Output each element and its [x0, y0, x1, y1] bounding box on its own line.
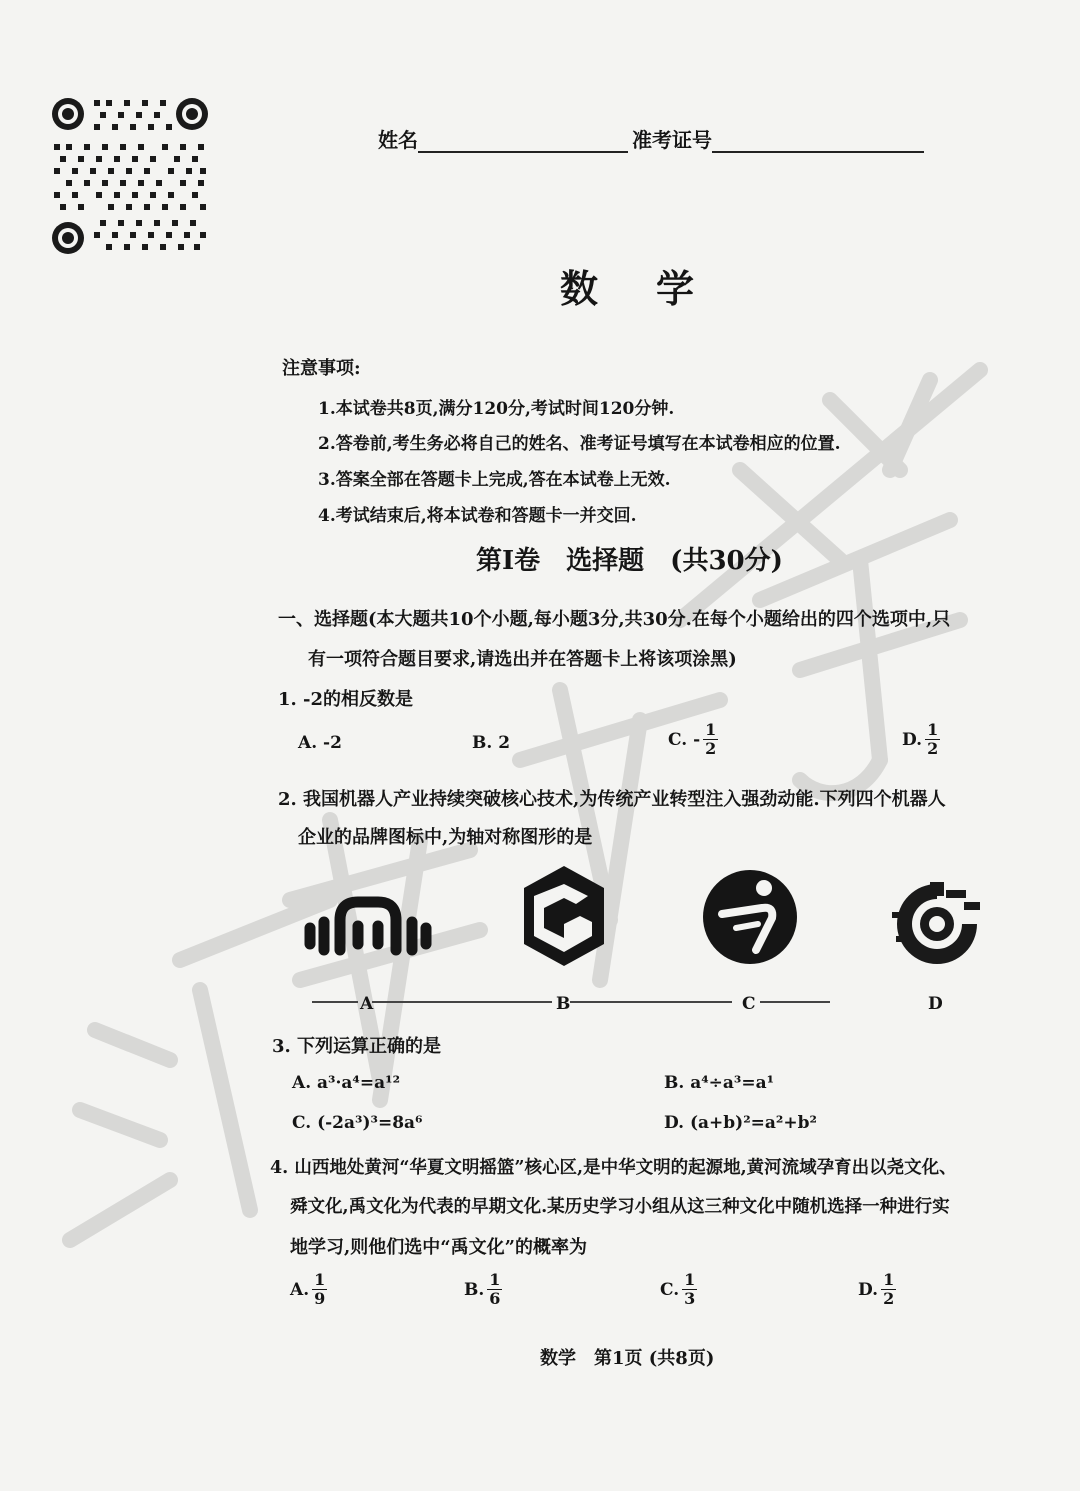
id-field[interactable]	[712, 129, 924, 153]
denominator: 3	[684, 1289, 696, 1308]
q4-option-d-prefix: D.	[858, 1279, 879, 1300]
name-field[interactable]	[418, 129, 628, 153]
q1-option-b: B. 2	[472, 733, 511, 753]
robot-logo-a-icon	[304, 868, 432, 972]
numerator: 1	[705, 720, 717, 739]
q3-option-c: C. (-2a³)³=8a⁶	[292, 1113, 423, 1133]
fraction	[682, 1272, 697, 1307]
logo-label-b: B	[556, 994, 571, 1014]
fraction	[881, 1272, 896, 1307]
numerator: 1	[314, 1270, 326, 1289]
divider	[372, 1001, 552, 1003]
q1-option-a: A. -2	[298, 733, 342, 753]
question-4-line2: 舜文化,禹文化为代表的早期文化.某历史学习小组从这三种文化中随机选择一种进行实	[290, 1197, 950, 1217]
candidate-info	[378, 124, 924, 153]
note-item: 3.答案全部在答题卡上完成,答在本试卷上无效.	[318, 470, 671, 490]
question-4-line3: 地学习,则他们选中“禹文化”的概率为	[290, 1237, 587, 1258]
fraction	[487, 1272, 502, 1307]
name-label: 姓名	[378, 128, 418, 152]
robot-logo-b-icon	[520, 862, 608, 970]
divider	[570, 1001, 732, 1003]
note-item: 1.本试卷共8页,满分120分,考试时间120分钟.	[318, 399, 675, 419]
q4-option-a-prefix: A.	[290, 1279, 310, 1300]
instructions-line1: 一、选择题(本大题共10个小题,每小题3分,共30分.在每个小题给出的四个选项中,只	[278, 609, 951, 630]
fraction	[703, 722, 718, 757]
denominator: 2	[883, 1289, 895, 1308]
numerator: 1	[684, 1270, 696, 1289]
q1-option-d	[902, 722, 940, 757]
numerator: 1	[883, 1270, 895, 1289]
qr-code-icon	[50, 96, 210, 256]
question-2-line1: 2. 我国机器人产业持续突破核心技术,为传统产业转型注入强劲动能.下列四个机器人	[278, 789, 946, 810]
q4-option-c-prefix: C.	[660, 1279, 680, 1300]
q4-option-c	[660, 1272, 697, 1307]
denominator: 2	[705, 739, 717, 758]
fraction	[925, 722, 940, 757]
robot-logo-d-icon	[890, 876, 984, 970]
numerator: 1	[489, 1270, 501, 1289]
fraction	[312, 1272, 327, 1307]
question-3-stem: 3. 下列运算正确的是	[272, 1036, 442, 1057]
question-4-line1: 4. 山西地处黄河“华夏文明摇篮”核心区,是中华文明的起源地,黄河流域孕育出以尧文化、	[270, 1158, 957, 1178]
numerator: 1	[927, 720, 939, 739]
denominator: 6	[489, 1289, 501, 1308]
q3-option-b: B. a⁴÷a³=a¹	[664, 1073, 775, 1093]
q4-option-a	[290, 1272, 327, 1307]
denominator: 2	[927, 739, 939, 758]
question-1-stem: 1. -2的相反数是	[278, 689, 414, 710]
page-footer: 数学 第1页 (共8页)	[540, 1348, 715, 1369]
note-item: 2.答卷前,考生务必将自己的姓名、准考证号填写在本试卷相应的位置.	[318, 434, 841, 454]
page-title: 数学	[560, 266, 753, 311]
q1-option-d-prefix: D.	[902, 729, 923, 750]
q3-option-d: D. (a+b)²=a²+b²	[664, 1113, 817, 1133]
divider	[760, 1001, 830, 1003]
id-label: 准考证号	[632, 128, 712, 152]
logo-label-a: A	[360, 994, 374, 1014]
section-title: 第Ⅰ卷 选择题 (共30分)	[476, 546, 783, 576]
notes-title: 注意事项:	[282, 358, 361, 379]
q1-option-c	[668, 722, 718, 757]
note-item: 4.考试结束后,将本试卷和答题卡一并交回.	[318, 506, 637, 526]
q3-option-a: A. a³·a⁴=a¹²	[292, 1073, 401, 1093]
question-2-line2: 企业的品牌图标中,为轴对称图形的是	[298, 827, 593, 848]
logo-label-d: D	[928, 994, 943, 1014]
q1-option-c-prefix: C. -	[668, 729, 701, 750]
divider	[312, 1001, 358, 1003]
denominator: 9	[314, 1289, 326, 1308]
instructions-line2: 有一项符合题目要求,请选出并在答题卡上将该项涂黑)	[308, 649, 737, 670]
q4-option-b-prefix: B.	[464, 1279, 485, 1300]
logo-label-c: C	[742, 994, 756, 1014]
q4-option-b	[464, 1272, 502, 1307]
robot-logo-c-icon	[702, 866, 798, 968]
q4-option-d	[858, 1272, 896, 1307]
